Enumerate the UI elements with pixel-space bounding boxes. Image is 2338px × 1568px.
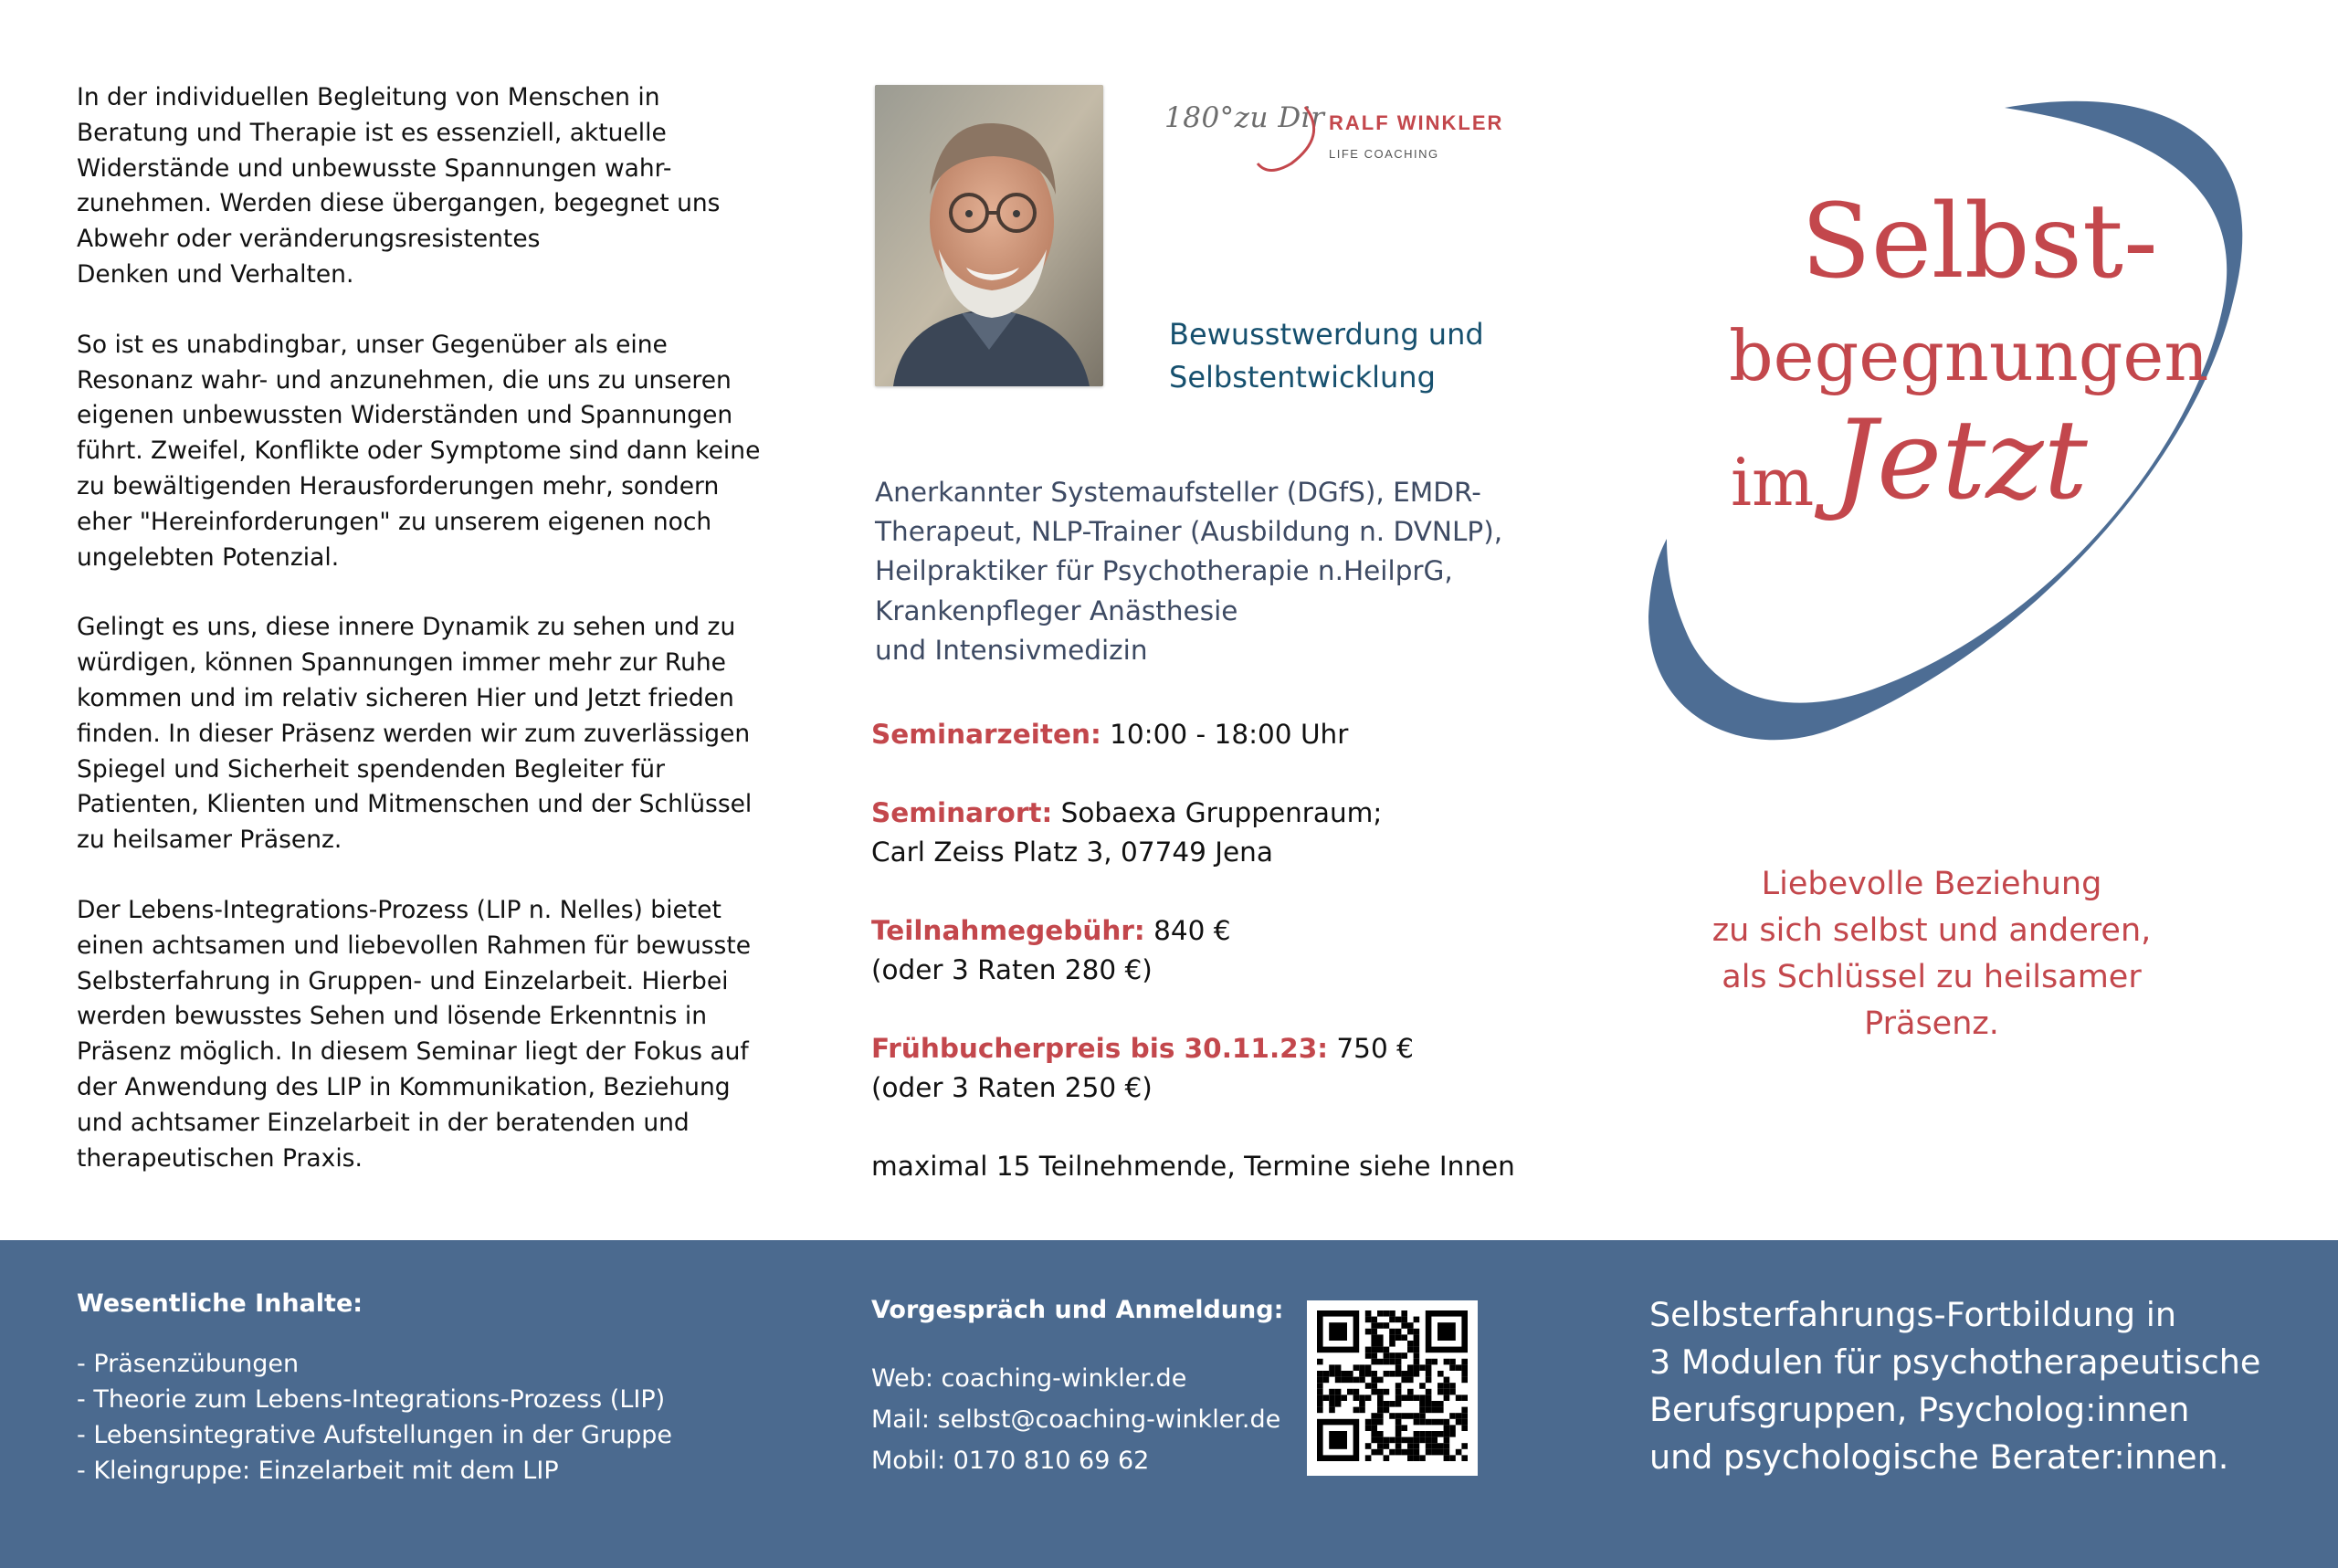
contents-heading: Wesentliche Inhalte: [77,1289,363,1318]
list-item: - Kleingruppe: Einzelarbeit mit dem LIP [77,1457,559,1485]
title-line-2: begegnungen [1729,315,2209,396]
logo-name: RALF WINKLER [1329,111,1504,134]
qr-code[interactable] [1307,1300,1478,1476]
paragraph: In der individuellen Begleitung von Menschen in Beratung und Therapie ist es essenziell, aktuelle Widerstände und unbewusste Spannungen wahr- zunehmen. Werden diese übergangen, begegnet uns Abwehr oder veränderungsresistentes Denken und Verhalten. [77,83,721,289]
paragraph: Der Lebens-Integrations-Prozess (LIP n. Nelles) bietet einen achtsamen und liebevollen Rahmen für bewusste Selbsterfahrung in Gruppen- und Einzelarbeit. Hierbei werden bewusstes Sehen und lösende Erkenntnis in Präsenz möglich. In diesem Seminar liegt der Fokus auf der Anwendung des LIP in Kommunikation, Beziehung und achtsamer Einzelarbeit in der beratenden und therapeutischen Praxis. [77,895,752,1173]
participant-limit: maximal 15 Teilnehmende, Termine siehe Innen [871,1151,1515,1182]
qr-code-icon [1307,1300,1478,1476]
email-link[interactable]: Mail: selbst@coaching-winkler.de [871,1405,1281,1434]
title-block [1639,91,2270,749]
web-link[interactable]: Web: coaching-winkler.de [871,1364,1187,1393]
contents-list [77,1286,672,1489]
logo-swoosh-icon [1241,100,1323,174]
seminar-times: Seminarzeiten: 10:00 - 18:00 Uhr [871,719,1349,750]
intro-text [77,80,761,1211]
title-line-3-big: Jetzt [1833,397,2088,524]
logo-subtitle: LIFE COACHING [1329,147,1439,161]
phone-number: Mobil: 0170 810 69 62 [871,1447,1150,1475]
title-line-3-small: im [1731,444,1815,521]
course-description: Selbsterfahrungs-Fortbildung in 3 Modulen für psychotherapeutische Berufsgruppen, Psycholog:innen und psychologische Berater:innen. [1649,1295,2261,1477]
portrait-photo [875,85,1103,386]
tagline: Bewusstwerdung und Selbstentwicklung [1169,317,1484,395]
list-item: - Präsenzübungen [77,1350,300,1378]
paragraph: Gelingt es uns, diese innere Dynamik zu sehen und zu würdigen, können Spannungen immer mehr zur Ruhe kommen und im relativ sicheren Hier und Jetzt frieden finden. In dieser Präsenz werden wir zum zuverlässigen Spiegel und Sicherheit spendenden Begleiter für Patienten, Klienten und Mitmenschen und der Schlüssel zu heilsamer Präsenz. [77,613,753,855]
early-bird-price: Frühbucherpreis bis 30.11.23: 750 € (oder 3 Raten 250 €) [871,1033,1414,1103]
brand-logo [1164,96,1511,178]
contact-block [871,1289,1283,1481]
list-item: - Lebensintegrative Aufstellungen in der Gruppe [77,1421,672,1449]
seminar-details [871,715,1529,1186]
paragraph: So ist es unabdingbar, unser Gegenüber als eine Resonanz wahr- und anzunehmen, die uns zu unseren eigenen unbewussten Widerständen und Spannungen führt. Zweifel, Konflikte oder Symptome sind dann keine zu bewältigenden Herausforderungen mehr, sondern eher "Hereinforderungen" zu unserem eigenen noch ungelebten Potenzial. [77,330,761,572]
qualifications: Anerkannter Systemaufsteller (DGfS), EMDR- Therapeut, NLP-Trainer (Ausbildung n. DVNLP), Heilpraktiker für Psychotherapie n.HeilprG, Krankenpfleger Anästhesie und Intensivmedizin [875,477,1503,666]
logo-script: 180°zu Dir [1164,101,1325,134]
participation-fee: Teilnahmegebühr: 840 € (oder 3 Raten 280 €) [871,915,1231,985]
title-line-1: Selbst- [1801,183,2158,301]
seminar-location: Seminarort: Sobaexa Gruppenraum; Carl Zeiss Platz 3, 07749 Jena [871,797,1383,868]
portrait-illustration [875,85,1103,386]
subtitle: Liebevolle Beziehung zu sich selbst und anderen, als Schlüssel zu heilsamer Präsenz. [1711,866,2152,1042]
contact-heading: Vorgespräch und Anmeldung: [871,1296,1284,1324]
list-item: - Theorie zum Lebens-Integrations-Prozess (LIP) [77,1385,666,1414]
